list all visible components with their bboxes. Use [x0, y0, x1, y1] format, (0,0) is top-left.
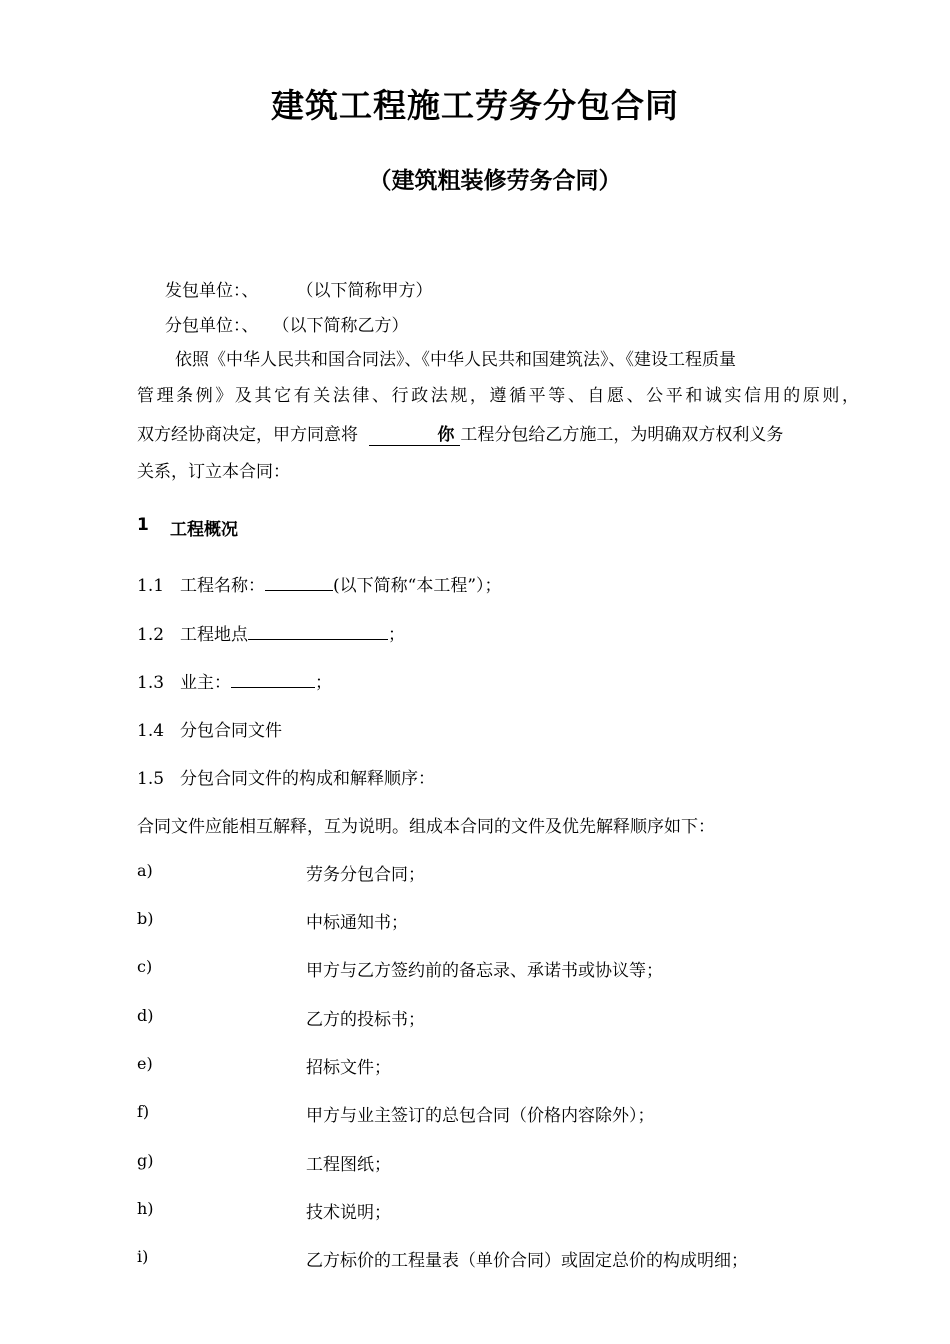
doc-item: 工程图纸；	[306, 1155, 391, 1175]
preamble-line-3-post: 工程分包给乙方施工，为明确双方权利义务	[460, 425, 784, 445]
doc-item: 甲方与业主签订的总包合同（价格内容除外）；	[306, 1106, 655, 1126]
clause-number: 1.2	[137, 625, 165, 645]
blank-field	[265, 572, 333, 591]
doc-letter: a)	[137, 861, 153, 880]
party-b-note: （以下简称乙方）	[272, 316, 409, 336]
clause-1-4	[137, 716, 282, 741]
doc-letter: f)	[137, 1102, 150, 1121]
clause-1-5	[137, 764, 435, 789]
clause-1-1	[137, 571, 502, 596]
documents-intro: 合同文件应能相互解释，互为说明。组成本合同的文件及优先解释顺序如下：	[137, 817, 715, 837]
section-1-number: 1	[137, 515, 149, 535]
document-subtitle: （建筑粗装修劳务合同）	[368, 168, 622, 194]
doc-item: 甲方与乙方签约前的备忘录、承诺书或协议等；	[306, 961, 663, 981]
document-title: 建筑工程施工劳务分包合同	[271, 86, 679, 125]
clause-label: 分包合同文件	[180, 721, 283, 741]
blank-field	[248, 621, 388, 640]
doc-letter: b)	[137, 909, 154, 928]
doc-item: 中标通知书；	[306, 913, 408, 933]
doc-item: 招标文件；	[306, 1058, 391, 1078]
doc-item: 乙方标价的工程量表（单价合同）或固定总价的构成明细；	[306, 1251, 748, 1271]
clause-label: 业主：	[180, 673, 232, 693]
clause-label: 分包合同文件的构成和解释顺序：	[180, 769, 436, 789]
clause-number: 1.4	[137, 721, 165, 741]
party-b-line	[165, 311, 409, 336]
clause-number: 1.5	[137, 769, 165, 789]
clause-label: 工程名称：	[180, 576, 266, 596]
doc-item: 乙方的投标书；	[306, 1010, 425, 1030]
preamble-line-2: 管理条例》及其它有关法律、行政法规，遵循平等、自愿、公平和诚实信用的原则，	[137, 386, 859, 406]
project-name-fill: 你	[369, 425, 460, 446]
clause-suffix: (以下简称“本工程”）；	[333, 576, 502, 596]
party-a-note: （以下简称甲方）	[296, 281, 433, 301]
doc-letter: d)	[137, 1006, 154, 1025]
party-a-label: 发包单位：、	[165, 281, 259, 301]
party-a-line	[165, 276, 433, 301]
clause-label: 工程地点	[180, 625, 249, 645]
clause-1-2	[137, 620, 405, 645]
doc-letter: c)	[137, 957, 153, 976]
doc-letter: e)	[137, 1054, 153, 1073]
preamble-line-3-pre: 双方经协商决定，甲方同意将	[137, 425, 358, 445]
preamble-line-4: 关系，订立本合同：	[137, 462, 290, 482]
blank-field	[231, 669, 315, 688]
clause-number: 1.1	[137, 576, 165, 596]
clause-number: 1.3	[137, 673, 165, 693]
preamble-line-3	[137, 420, 859, 445]
doc-letter: h)	[137, 1199, 154, 1218]
clause-suffix: ；	[388, 625, 406, 645]
section-1-heading: 工程概况	[170, 520, 238, 540]
doc-item: 劳务分包合同；	[306, 865, 425, 885]
doc-letter: g)	[137, 1151, 154, 1170]
party-b-label: 分包单位：、	[165, 316, 259, 336]
preamble-line-1: 依照《中华人民共和国合同法》、《中华人民共和国建筑法》、《建设工程质量	[175, 350, 736, 370]
clause-1-3	[137, 668, 332, 693]
clause-suffix: ；	[315, 673, 333, 693]
doc-letter: i)	[137, 1247, 149, 1266]
doc-item: 技术说明；	[306, 1203, 391, 1223]
